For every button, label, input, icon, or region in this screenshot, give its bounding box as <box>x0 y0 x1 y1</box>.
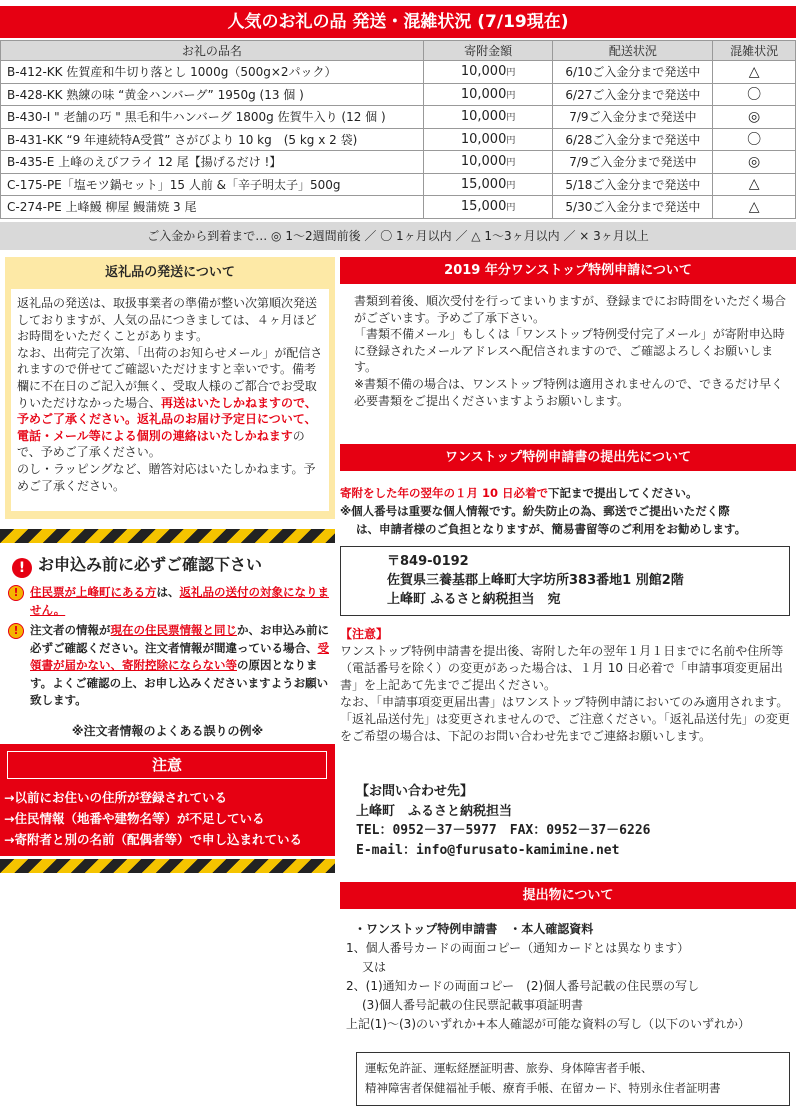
item-congestion: △ <box>713 61 796 84</box>
item-shipping: 5/30ご入金分まで発送中 <box>553 196 713 219</box>
contact-email: E-mail：info@furusato-kamimine.net <box>356 842 620 858</box>
table-row <box>1 83 796 106</box>
col-header-shipping: 配送状況 <box>553 41 713 61</box>
onestop-p3: ※書類不備の場合は、ワンストップ特例は適用されませんので、できるだけ早く必要書類をご提出くださいますようお願いします。 <box>354 376 784 408</box>
item-price: 15,000円 <box>423 173 553 196</box>
status-legend: ご入金から到着まで… ◎ 1〜2週間前後 ／ 〇 1ヶ月以内 ／ △ 1〜3ヶ月以内 ／ × 3ヶ月以上 <box>0 222 796 250</box>
deadline-rest: 下記まで提出してください。 <box>548 486 698 500</box>
exclamation-icon: ! <box>12 558 32 578</box>
col-header-name: お礼の品名 <box>1 41 424 61</box>
documents-line: (3)個人番号記載の住民票記載事項証明書 <box>362 998 583 1012</box>
confirm-title <box>12 552 262 578</box>
id-docs-box <box>356 1052 790 1106</box>
item-congestion: ◎ <box>713 106 796 129</box>
item-shipping: 6/27ご入金分まで発送中 <box>553 83 713 106</box>
item-shipping: 7/9ご入金分まで発送中 <box>553 151 713 174</box>
b2-b: か、お申込み前に必ずご確認ください。注文者情報が間違っている場合、 <box>30 623 329 655</box>
id-docs-line: 精神障害者保健福祉手帳、療育手帳、在留カード、特別永住者証明書 <box>365 1081 721 1095</box>
contact-phone: TEL：0952－37－5977 FAX：0952－37－6226 <box>356 823 651 838</box>
table-row <box>1 196 796 219</box>
b2-red2: 受領書が届かない、寄附控除にならない等 <box>30 640 329 672</box>
item-congestion: △ <box>713 196 796 219</box>
submit-note2: は、申請者様のご負担となりますが、簡易書留等のご利用をお勧めします。 <box>356 522 747 536</box>
table-row <box>1 173 796 196</box>
table-row <box>1 106 796 129</box>
submit-note1: ※個人番号は重要な個人情報です。紛失防止の為、郵送でご提出いただく際 <box>340 504 730 518</box>
item-congestion: 〇 <box>713 83 796 106</box>
item-price: 10,000円 <box>423 83 553 106</box>
notice-block <box>340 626 790 745</box>
caution-panel <box>0 744 335 856</box>
confirm-bullet-2 <box>8 622 333 710</box>
item-congestion: ◎ <box>713 151 796 174</box>
item-name: B-435-E 上峰のえびフライ 12 尾【揚げるだけ !】 <box>1 151 424 174</box>
item-name: C-274-PE 上峰鰻 柳屋 鰻蒲焼 3 尾 <box>1 196 424 219</box>
page-title: 人気のお礼の品 発送・混雑状況 (7/19現在) <box>0 6 796 38</box>
item-shipping: 6/10ご入金分まで発送中 <box>553 61 713 84</box>
address: 佐賀県三養基郡上峰町大字坊所383番地1 別館2階 <box>387 573 684 588</box>
confirm-title-text: お申込み前に必ずご確認下さい <box>38 555 263 574</box>
items-table <box>0 40 796 219</box>
documents-title: 提出物について <box>340 882 796 909</box>
caution-item: →住民情報（地番や建物名等）が不足している <box>4 811 265 826</box>
hazard-stripe-top <box>0 529 335 543</box>
item-name: B-430-I " 老舗の巧 " 黒毛和牛ハンバーグ 1800g 佐賀牛入り (12 個 ) <box>1 106 424 129</box>
documents-line: 上記(1)〜(3)のいずれか+本人確認が可能な資料の写し（以下のいずれか） <box>346 1017 751 1031</box>
b1-red1: 住民票が上峰町にある方 <box>30 585 157 599</box>
item-price: 10,000円 <box>423 106 553 129</box>
onestop-title: 2019 年分ワンストップ特例申請について <box>340 257 796 284</box>
item-price: 10,000円 <box>423 61 553 84</box>
address-box <box>340 546 790 616</box>
documents-line: 1、個人番号カードの両面コピー（通知カードとは異なります） <box>346 941 690 955</box>
caution-item: →寄附者と別の名前（配偶者等）で申し込まれている <box>4 832 302 847</box>
deadline-red: 寄附をした年の翌年の１月 10 日必着で <box>340 486 549 500</box>
caution-item: →以前にお住いの住所が登録されている <box>4 790 227 805</box>
b2-red1: 現在の住民票情報と同じ <box>110 623 237 637</box>
item-price: 10,000円 <box>423 151 553 174</box>
item-name: C-175-PE「塩モツ鍋セット」15 人前 &「辛子明太子」500g <box>1 173 424 196</box>
warning-icon: ! <box>8 585 24 601</box>
b2-a: 注文者の情報が <box>30 623 111 637</box>
item-price: 15,000円 <box>423 196 553 219</box>
onestop-p2: 「書類不備メール」もしくは「ワンストップ特例受付完了メール」が寄附申込時に登録されたメールアドレスへ配信されますので、ご確認よろしくお願いします。 <box>354 327 785 375</box>
b1-red2: 返礼品の送付の対象になりません。 <box>30 585 329 617</box>
item-shipping: 6/28ご入金分まで発送中 <box>553 128 713 151</box>
shipping-notice-body <box>11 289 329 511</box>
documents-body <box>346 920 794 1034</box>
documents-header: ・ワンストップ特例申請書 ・本人確認資料 <box>354 922 594 936</box>
item-name: B-412-KK 佐賀産和牛切り落とし 1000g（500g×2パック） <box>1 61 424 84</box>
address-to: 上峰町 ふるさと納税担当 宛 <box>387 592 561 607</box>
shipping-p2a: なお、出荷完了次第、「出荷のお知らせメール」が配信されますので併せてご確認いただけますと幸いです。備考欄に不在日のご記入が無く、受取人様のご都合でお受取りいただけなかった場合、 <box>17 345 323 410</box>
caution-title: 注意 <box>7 751 327 779</box>
id-docs-line: 運転免許証、運転経歴証明書、旅券、身体障害者手帳、 <box>365 1061 653 1075</box>
col-header-price: 寄附金額 <box>423 41 553 61</box>
col-header-congestion: 混雑状況 <box>713 41 796 61</box>
table-row <box>1 151 796 174</box>
hazard-stripe-bottom <box>0 859 335 873</box>
zip-code: 〒849-0192 <box>387 554 469 569</box>
b2-c: の原因となります。よくご確認の上、お申し込みくださいますようお願い致します。 <box>30 658 329 707</box>
item-price: 10,000円 <box>423 128 553 151</box>
shipping-notice <box>5 257 335 519</box>
table-header-row <box>1 41 796 61</box>
submit-title: ワンストップ特例申請書の提出先について <box>340 444 796 471</box>
item-name: B-431-KK “9 年連続特A受賞” さがびより 10 kg (5 kg x 2 袋) <box>1 128 424 151</box>
item-congestion: 〇 <box>713 128 796 151</box>
documents-line: 又は <box>362 960 387 974</box>
item-name: B-428-KK 熟練の味 “黄金ハンバーグ” 1950g (13 個 ) <box>1 83 424 106</box>
item-congestion: △ <box>713 173 796 196</box>
shipping-p3: のし・ラッピングなど、贈答対応はいたしかねます。予めご了承ください。 <box>17 461 316 493</box>
example-note: ※注文者情報のよくある誤りの例※ <box>71 724 264 738</box>
notice-p2: なお、「申請事項変更届出書」はワンストップ特例申請においてのみ適用されます。「返礼品送付先」は変更されませんので、ご注意ください。「返礼品送付先」の変更をご希望の場合は、下記のお問い合わせ先までご連絡お願いします。 <box>340 695 790 743</box>
notice-label: 【注意】 <box>340 627 389 641</box>
documents-line: 2、(1)通知カードの両面コピー (2)個人番号記載の住民票の写し <box>346 979 700 993</box>
contact-title: 【お問い合わせ先】 <box>356 784 474 799</box>
onestop-body <box>354 293 790 409</box>
shipping-p2-red: 再送はいたしかねますので、予めご了承ください。返礼品のお届け予定日について、電話・メール等による個別の連絡はいたしかねます <box>17 395 317 443</box>
warning-icon: ! <box>8 623 24 639</box>
table-row <box>1 128 796 151</box>
contact-block <box>356 782 651 860</box>
shipping-notice-title: 返礼品の発送について <box>105 265 235 280</box>
b1-mid: は、 <box>156 585 180 599</box>
onestop-p1: 書類到着後、順次受付を行ってまいりますが、登録までにお時間をいただく場合がございます。予めご了承下さい。 <box>354 294 787 325</box>
confirm-bullet-1 <box>8 584 333 619</box>
contact-office: 上峰町 ふるさと納税担当 <box>356 803 513 819</box>
item-shipping: 7/9ご入金分まで発送中 <box>553 106 713 129</box>
shipping-p1: 返礼品の発送は、取扱事業者の準備が整い次第順次発送しておりますが、人気の品につきましては、４ヶ月ほどお時間をいただくことがあります。 <box>17 296 318 344</box>
submit-body <box>340 484 796 538</box>
notice-p1: ワンストップ特例申請書を提出後、寄附した年の翌年１月１日までに名前や住所等（電話番号を除く）の変更があった場合は、１月 10 日必着で「申請事項変更届出書」を上記あて先までご提出ください。 <box>340 644 784 692</box>
shipping-p2b: ので、予めご了承ください。 <box>17 428 305 460</box>
item-shipping: 5/18ご入金分まで発送中 <box>553 173 713 196</box>
table-row <box>1 61 796 84</box>
